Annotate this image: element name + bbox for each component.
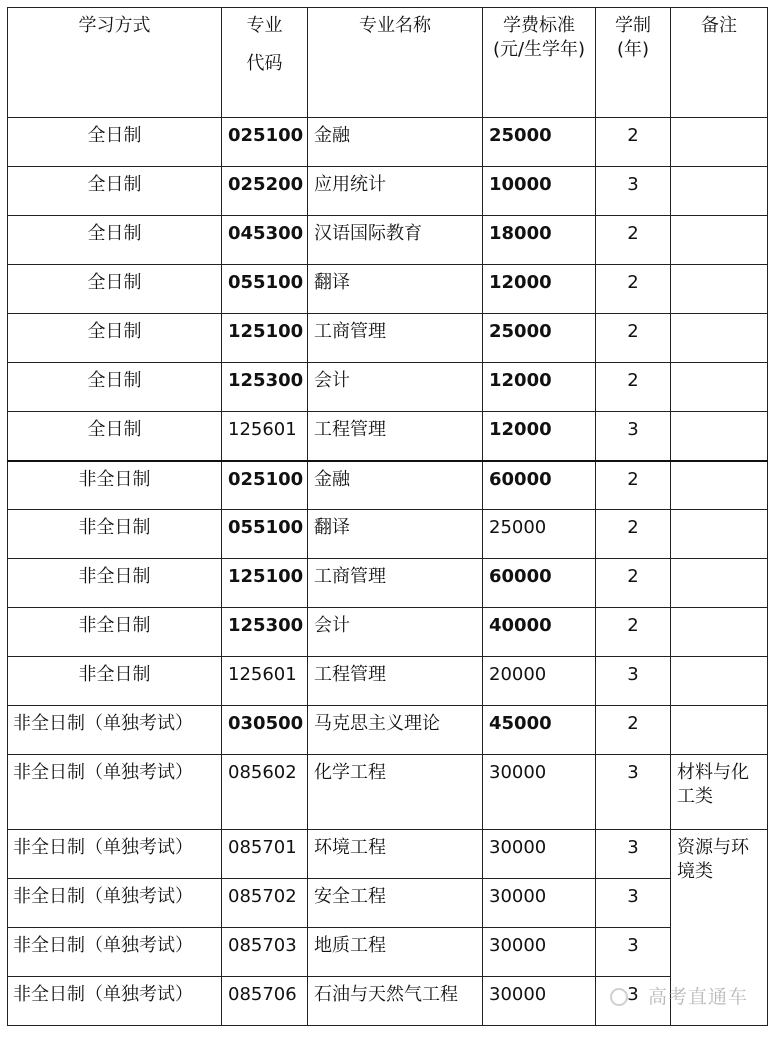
table-row bbox=[8, 608, 768, 657]
length-cell: 3 bbox=[596, 657, 671, 706]
length-cell: 3 bbox=[596, 167, 671, 216]
fee-cell: 10000 bbox=[483, 167, 596, 216]
fee-cell: 30000 bbox=[483, 830, 596, 879]
fee-cell: 12000 bbox=[483, 412, 596, 461]
table-row bbox=[8, 363, 768, 412]
name-cell: 工商管理 bbox=[308, 314, 483, 363]
length-cell: 2 bbox=[596, 314, 671, 363]
code-cell: 085706 bbox=[222, 977, 308, 1026]
name-cell: 金融 bbox=[308, 461, 483, 510]
code-cell: 125300 bbox=[222, 363, 308, 412]
note-cell bbox=[671, 412, 768, 461]
length-cell: 2 bbox=[596, 461, 671, 510]
name-cell: 工商管理 bbox=[308, 559, 483, 608]
fee-cell: 40000 bbox=[483, 608, 596, 657]
table-row bbox=[8, 461, 768, 510]
mode-cell: 非全日制（单独考试） bbox=[8, 830, 222, 879]
code-cell: 055100 bbox=[222, 265, 308, 314]
fee-cell: 30000 bbox=[483, 879, 596, 928]
length-cell: 2 bbox=[596, 510, 671, 559]
fee-cell: 30000 bbox=[483, 977, 596, 1026]
name-cell: 汉语国际教育 bbox=[308, 216, 483, 265]
fee-cell: 25000 bbox=[483, 118, 596, 167]
length-cell: 3 bbox=[596, 928, 671, 977]
fee-cell: 45000 bbox=[483, 706, 596, 755]
mode-cell: 全日制 bbox=[8, 314, 222, 363]
code-cell: 025200 bbox=[222, 167, 308, 216]
length-cell: 2 bbox=[596, 265, 671, 314]
length-cell: 3 bbox=[596, 830, 671, 879]
table-row bbox=[8, 657, 768, 706]
header-code-line2: 代码 bbox=[246, 53, 283, 74]
table-row bbox=[8, 706, 768, 755]
header-name: 专业名称 bbox=[308, 8, 483, 118]
watermark: 高考直通车 bbox=[647, 986, 748, 1008]
note-cell bbox=[671, 706, 768, 755]
fee-cell: 60000 bbox=[483, 559, 596, 608]
name-cell: 会计 bbox=[308, 608, 483, 657]
code-cell: 055100 bbox=[222, 510, 308, 559]
mode-cell: 全日制 bbox=[8, 265, 222, 314]
note-cell bbox=[671, 657, 768, 706]
mode-cell: 非全日制 bbox=[8, 657, 222, 706]
code-cell: 085602 bbox=[222, 755, 308, 830]
name-cell: 化学工程 bbox=[308, 755, 483, 830]
name-cell: 地质工程 bbox=[308, 928, 483, 977]
length-cell: 2 bbox=[596, 118, 671, 167]
note-cell bbox=[671, 559, 768, 608]
fee-cell: 30000 bbox=[483, 928, 596, 977]
name-cell: 石油与天然气工程 bbox=[308, 977, 483, 1026]
length-cell: 2 bbox=[596, 706, 671, 755]
name-cell: 工程管理 bbox=[308, 412, 483, 461]
note-cell bbox=[671, 363, 768, 412]
table-row bbox=[8, 265, 768, 314]
name-cell: 环境工程 bbox=[308, 830, 483, 879]
mode-cell: 非全日制（单独考试） bbox=[8, 928, 222, 977]
length-cell: 3 bbox=[596, 412, 671, 461]
fee-cell: 30000 bbox=[483, 755, 596, 830]
table-row bbox=[8, 928, 768, 977]
name-cell: 马克思主义理论 bbox=[308, 706, 483, 755]
fee-cell: 25000 bbox=[483, 314, 596, 363]
fee-cell: 18000 bbox=[483, 216, 596, 265]
note-cell bbox=[671, 608, 768, 657]
mode-cell: 非全日制 bbox=[8, 608, 222, 657]
mode-cell: 全日制 bbox=[8, 216, 222, 265]
fee-cell: 60000 bbox=[483, 461, 596, 510]
code-cell: 045300 bbox=[222, 216, 308, 265]
table-row bbox=[8, 755, 768, 830]
name-cell: 会计 bbox=[308, 363, 483, 412]
header-fee: 学费标准(元/生学年) bbox=[483, 8, 596, 118]
code-cell: 030500 bbox=[222, 706, 308, 755]
table-row bbox=[8, 879, 768, 928]
length-cell: 3 bbox=[596, 977, 671, 1026]
name-cell: 工程管理 bbox=[308, 657, 483, 706]
watermark-logo-icon bbox=[610, 988, 628, 1006]
code-cell: 125601 bbox=[222, 657, 308, 706]
code-cell: 125300 bbox=[222, 608, 308, 657]
code-cell: 025100 bbox=[222, 461, 308, 510]
note-cell bbox=[671, 265, 768, 314]
table-row bbox=[8, 118, 768, 167]
code-cell: 025100 bbox=[222, 118, 308, 167]
note-cell: 材料与化工类 bbox=[671, 755, 768, 830]
length-cell: 2 bbox=[596, 216, 671, 265]
length-cell: 3 bbox=[596, 879, 671, 928]
fee-cell: 12000 bbox=[483, 363, 596, 412]
note-cell bbox=[671, 167, 768, 216]
mode-cell: 非全日制（单独考试） bbox=[8, 977, 222, 1026]
mode-cell: 全日制 bbox=[8, 118, 222, 167]
name-cell: 应用统计 bbox=[308, 167, 483, 216]
length-cell: 3 bbox=[596, 755, 671, 830]
mode-cell: 非全日制 bbox=[8, 559, 222, 608]
note-cell bbox=[671, 461, 768, 510]
table-row bbox=[8, 216, 768, 265]
table-row bbox=[8, 830, 768, 879]
note-cell: 资源与环境类 bbox=[671, 830, 768, 1026]
note-cell bbox=[671, 314, 768, 363]
table-row bbox=[8, 510, 768, 559]
table-row bbox=[8, 559, 768, 608]
fee-cell: 20000 bbox=[483, 657, 596, 706]
tuition-table bbox=[7, 7, 768, 1026]
mode-cell: 非全日制（单独考试） bbox=[8, 706, 222, 755]
note-cell bbox=[671, 216, 768, 265]
length-cell: 2 bbox=[596, 559, 671, 608]
code-cell: 125100 bbox=[222, 559, 308, 608]
header-note: 备注 bbox=[671, 8, 768, 118]
table-row bbox=[8, 314, 768, 363]
mode-cell: 非全日制（单独考试） bbox=[8, 755, 222, 830]
header-row bbox=[8, 8, 768, 118]
mode-cell: 非全日制（单独考试） bbox=[8, 879, 222, 928]
header-code-line1: 专业 bbox=[246, 15, 283, 36]
name-cell: 安全工程 bbox=[308, 879, 483, 928]
length-cell: 2 bbox=[596, 608, 671, 657]
mode-cell: 全日制 bbox=[8, 412, 222, 461]
table-row bbox=[8, 167, 768, 216]
table-row bbox=[8, 412, 768, 461]
code-cell: 085703 bbox=[222, 928, 308, 977]
mode-cell: 非全日制 bbox=[8, 461, 222, 510]
fee-cell: 25000 bbox=[483, 510, 596, 559]
note-cell bbox=[671, 118, 768, 167]
name-cell: 翻译 bbox=[308, 510, 483, 559]
code-cell: 125100 bbox=[222, 314, 308, 363]
name-cell: 翻译 bbox=[308, 265, 483, 314]
code-cell: 125601 bbox=[222, 412, 308, 461]
code-cell: 085702 bbox=[222, 879, 308, 928]
fee-cell: 12000 bbox=[483, 265, 596, 314]
header-mode: 学习方式 bbox=[8, 8, 222, 118]
mode-cell: 非全日制 bbox=[8, 510, 222, 559]
code-cell: 085701 bbox=[222, 830, 308, 879]
header-length: 学制(年) bbox=[596, 8, 671, 118]
mode-cell: 全日制 bbox=[8, 363, 222, 412]
note-cell bbox=[671, 510, 768, 559]
length-cell: 2 bbox=[596, 363, 671, 412]
header-code bbox=[222, 8, 308, 118]
mode-cell: 全日制 bbox=[8, 167, 222, 216]
name-cell: 金融 bbox=[308, 118, 483, 167]
